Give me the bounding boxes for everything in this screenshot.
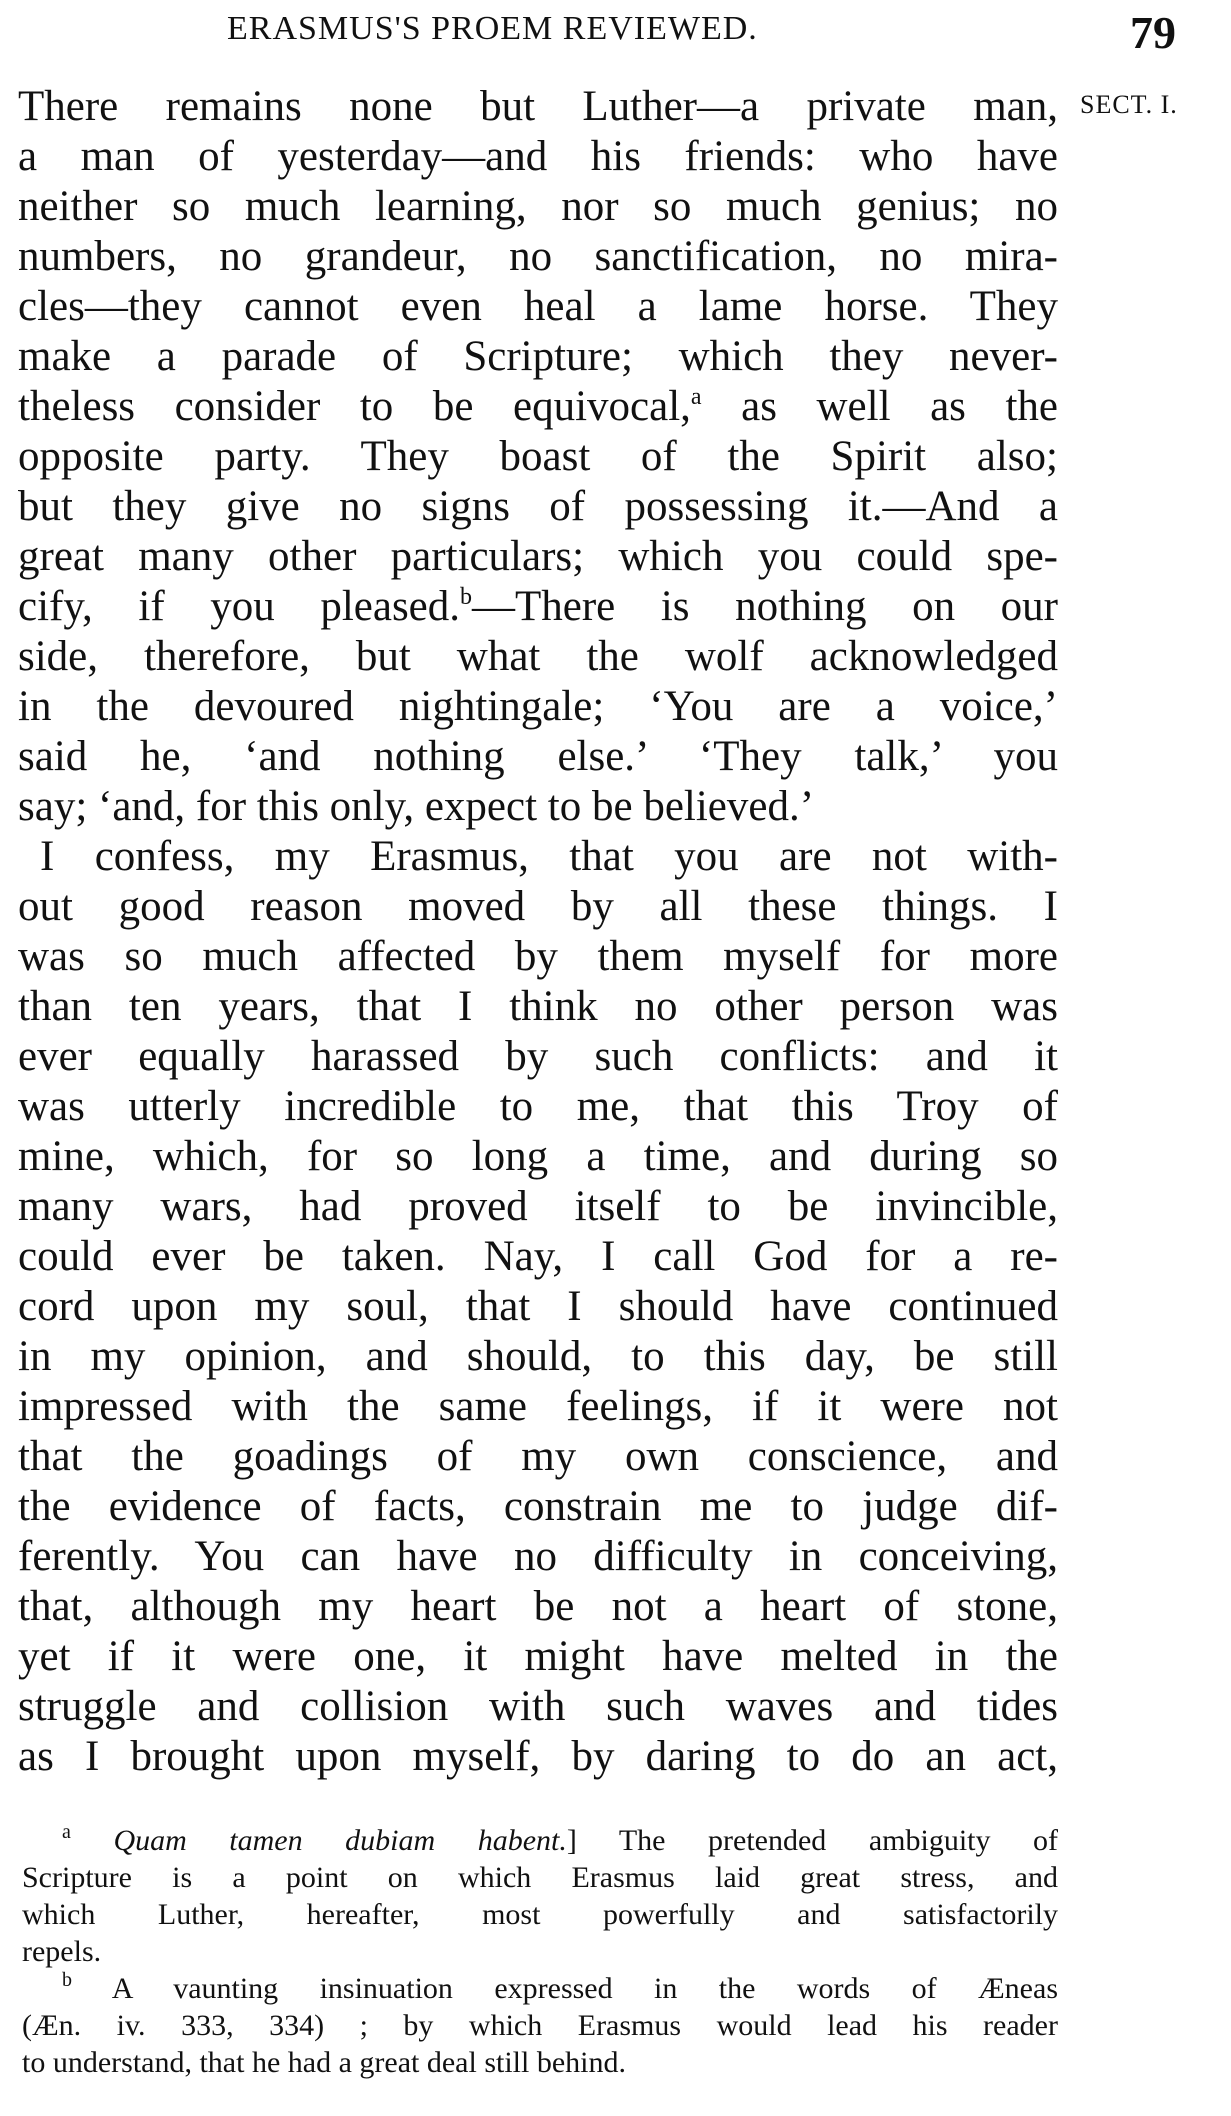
text-line: was utterly incredible to me, that this Troy of — [18, 1083, 1058, 1130]
text-line: impressed with the same feelings, if it were not — [18, 1383, 1058, 1430]
text-line: was so much affected by them myself for more — [18, 933, 1058, 980]
text-line: There remains none but Luther—a private man, — [18, 83, 1058, 130]
text-line: said he, ‘and nothing else.’ ‘They talk,’ you — [18, 733, 1058, 780]
text-line: many wars, had proved itself to be invincible, — [18, 1183, 1058, 1230]
text-line: in my opinion, and should, to this day, be still — [18, 1333, 1058, 1380]
text-segment: theless consider to be equivocal, — [18, 383, 691, 430]
footnote-line: (Æn. iv. 333, 334) ; by which Erasmus would lead his reader — [22, 2009, 1058, 2042]
text-line: side, therefore, but what the wolf acknowledged — [18, 633, 1058, 680]
text-line: say; ‘and, for this only, expect to be believed.’ — [18, 783, 815, 830]
body-text — [18, 82, 1058, 1782]
footnotes — [22, 1822, 1058, 2081]
text-line: cord upon my soul, that I should have continued — [18, 1283, 1058, 1330]
text-line: the evidence of facts, constrain me to judge dif- — [18, 1483, 1058, 1530]
text-line: a man of yesterday—and his friends: who have — [18, 133, 1058, 180]
text-line-with-footnote-a — [18, 382, 1058, 432]
running-head — [0, 6, 1231, 66]
text-line: as I brought upon myself, by daring to do an act, — [18, 1733, 1058, 1780]
paragraph-start-line: I confess, my Erasmus, that you are not with- — [40, 833, 1058, 880]
footnote-mark-a: a — [62, 1821, 71, 1843]
footnote-ref-b: b — [460, 584, 473, 610]
text-line: could ever be taken. Nay, I call God for a re- — [18, 1233, 1058, 1280]
text-line: yet if it were one, it might have melted in the — [18, 1633, 1058, 1680]
text-line: than ten years, that I think no other person was — [18, 983, 1058, 1030]
text-line: neither so much learning, nor so much genius; no — [18, 183, 1058, 230]
text-line: opposite party. They boast of the Spirit also; — [18, 433, 1058, 480]
footnote-a-latin-quote: Quam tamen dubiam habent. — [113, 1824, 567, 1857]
text-line: struggle and collision with such waves and tides — [18, 1683, 1058, 1730]
text-line: ever equally harassed by such conflicts: and it — [18, 1033, 1058, 1080]
text-line: but they give no signs of possessing it.—And a — [18, 483, 1058, 530]
footnote-line: Scripture is a point on which Erasmus laid great stress, and — [22, 1861, 1058, 1894]
text-line: in the devoured nightingale; ‘You are a voice,’ — [18, 683, 1058, 730]
footnote-mark-b: b — [62, 1969, 72, 1991]
section-margin-note: SECT. I. — [1080, 90, 1178, 119]
page-number: 79 — [1130, 7, 1176, 58]
text-segment: as well as the — [701, 383, 1058, 430]
text-line: mine, which, for so long a time, and during so — [18, 1133, 1058, 1180]
text-line: cles—they cannot even heal a lame horse. They — [18, 283, 1058, 330]
text-line: out good reason moved by all these things. I — [18, 883, 1058, 930]
text-line: ferently. You can have no difficulty in conceiving, — [18, 1533, 1058, 1580]
running-head-title: ERASMUS'S PROEM REVIEWED. — [227, 10, 758, 47]
text-segment: cify, if you pleased. — [18, 583, 461, 630]
footnote-b-first-line — [22, 1970, 1058, 2007]
text-line-with-footnote-b — [18, 582, 1058, 632]
footnote-ref-a: a — [690, 384, 702, 410]
footnote-a-first-line — [22, 1822, 1058, 1859]
text-segment: A vaunting insinuation expressed in the words of Æneas — [72, 1972, 1058, 2005]
text-line: that the goadings of my own conscience, and — [18, 1433, 1058, 1480]
text-line: that, although my heart be not a heart of stone, — [18, 1583, 1058, 1630]
footnote-line: which Luther, hereafter, most powerfully and satisfactorily — [22, 1898, 1058, 1931]
text-line: make a parade of Scripture; which they never- — [18, 333, 1058, 380]
text-segment: ] The pretended ambiguity of — [566, 1824, 1059, 1857]
text-line: great many other particulars; which you could spe- — [18, 533, 1058, 580]
footnote-line: to understand, that he had a great deal still behind. — [22, 2046, 626, 2079]
text-segment: —There is nothing on our — [472, 583, 1058, 630]
footnote-line: repels. — [22, 1935, 102, 1968]
text-line: numbers, no grandeur, no sanctification, no mira- — [18, 233, 1058, 280]
